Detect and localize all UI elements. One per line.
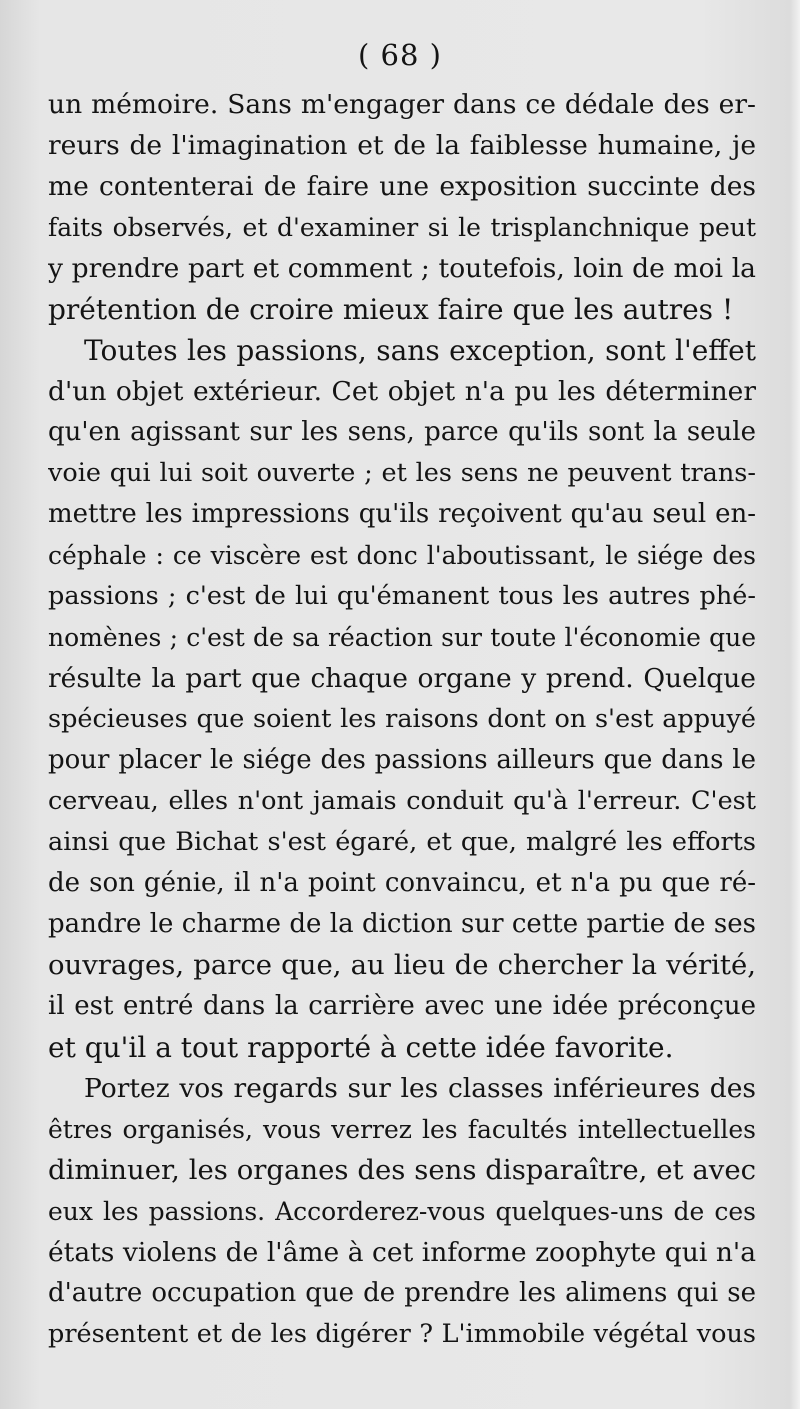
text-line: pandre le charme de la diction sur cette partie de ses	[48, 909, 756, 939]
text-line: mettre les impressions qu'ils reçoivent qu'au seul en-	[48, 499, 756, 529]
text-line: pour placer le siége des passions ailleurs que dans le	[48, 745, 756, 775]
text-line: cerveau, elles n'ont jamais conduit qu'à l'erreur. C'est	[48, 786, 756, 816]
text-line: spécieuses que soient les raisons dont on s'est appuyé	[48, 704, 756, 734]
text-line: présentent et de les digérer ? L'immobile végétal vous	[48, 1319, 756, 1349]
text-line: résulte la part que chaque organe y prend. Quelque	[48, 663, 756, 694]
text-line: céphale : ce viscère est donc l'aboutissant, le siége des	[48, 541, 756, 570]
text-line: Toutes les passions, sans exception, sont l'effet	[84, 334, 756, 367]
text-line: me contenterai de faire une exposition succinte des	[48, 171, 756, 202]
text-line: ouvrages, parce que, au lieu de chercher la vérité,	[48, 949, 756, 981]
text-line: un mémoire. Sans m'engager dans ce dédale des er-	[48, 89, 756, 120]
text-line: y prendre part et comment ; toutefois, loin de moi la	[48, 253, 756, 284]
paragraph-3	[48, 1068, 756, 1355]
text-line: d'autre occupation que de prendre les alimens qui se	[48, 1278, 756, 1308]
paragraph-1	[48, 84, 756, 330]
text-line: qu'en agissant sur les sens, parce qu'ils sont la seule	[48, 417, 756, 447]
text-line: et qu'il a tout rapporté à cette idée favorite.	[48, 1031, 674, 1064]
text-line: eux les passions. Accorderez-vous quelques-uns de ces	[48, 1197, 756, 1226]
text-line: passions ; c'est de lui qu'émanent tous les autres phé-	[48, 581, 756, 611]
text-line: prétention de croire mieux faire que les autres !	[48, 293, 734, 326]
text-line: diminuer, les organes des sens disparaître, et avec	[48, 1154, 756, 1186]
text-line: ainsi que Bichat s'est égaré, et que, malgré les efforts	[48, 827, 756, 857]
text-line: Portez vos regards sur les classes inférieures des	[84, 1073, 756, 1104]
text-line: nomènes ; c'est de sa réaction sur toute l'économie que	[48, 623, 756, 652]
text-line: reurs de l'imagination et de la faiblesse humaine, je	[48, 130, 756, 161]
page-number: ( 68 )	[358, 38, 442, 72]
body-text	[48, 84, 756, 1355]
text-line: de son génie, il n'a point convaincu, et n'a pu que ré-	[48, 868, 756, 898]
text-line: états violens de l'âme à cet informe zoophyte qui n'a	[48, 1237, 756, 1268]
text-line: d'un objet extérieur. Cet objet n'a pu les déterminer	[48, 376, 756, 407]
paragraph-2	[48, 330, 756, 1068]
text-line: voie qui lui soit ouverte ; et les sens ne peuvent trans-	[48, 458, 756, 488]
text-line: il est entré dans la carrière avec une idée préconçue	[48, 991, 756, 1021]
text-line: êtres organisés, vous verrez les facultés intellectuelles	[48, 1115, 756, 1144]
text-line: faits observés, et d'examiner si le trisplanchnique peut	[48, 213, 756, 242]
